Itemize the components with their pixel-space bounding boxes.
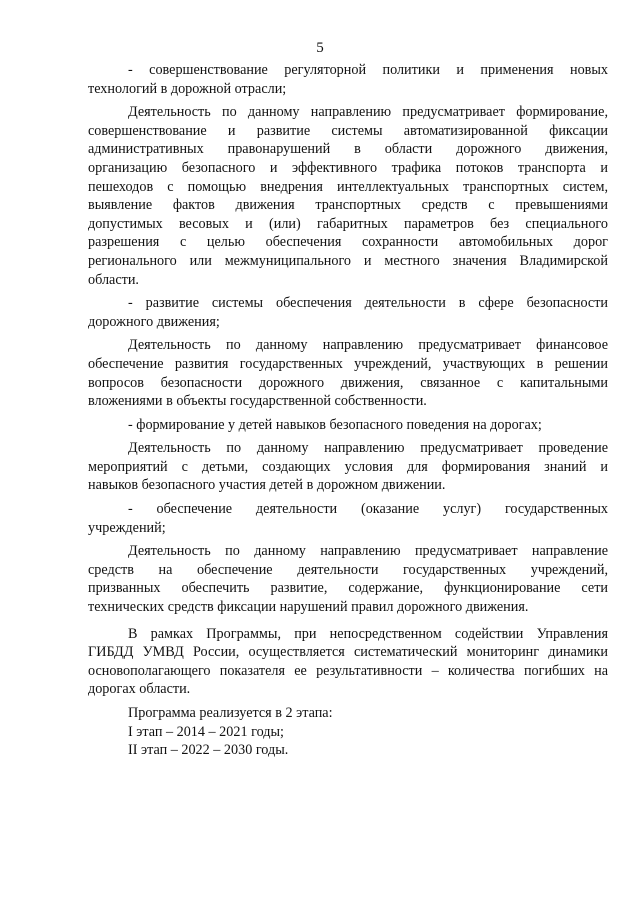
text-line: пешеходов с помощью внедрения интеллектуальных транспортных систем, <box>88 178 608 195</box>
paragraph <box>88 439 608 495</box>
text-line: средств на обеспечение деятельности государственных учреждений, <box>88 561 608 578</box>
text-line: разрешения с целью обеспечения сохранности автомобильных дорог <box>88 234 608 251</box>
paragraph <box>88 416 608 435</box>
text-line: технических средств фиксации нарушений правил дорожного движения. <box>88 599 529 616</box>
text-line: организацию безопасного и эффективного трафика потоков транспорта и <box>88 159 608 176</box>
text-line: административных правонарушений в области дорожного движения, <box>88 141 608 158</box>
text-line: - совершенствование регуляторной политики и применения новых <box>128 62 608 78</box>
text-line: технологий в дорожной отрасли; <box>88 80 287 97</box>
text-line: Деятельность по данному направлению предусматривает формирование, <box>128 104 608 121</box>
text-line: мероприятий с детьми, создающих условия для формирования знаний и <box>88 458 608 475</box>
paragraph <box>88 336 608 410</box>
paragraph <box>88 61 608 98</box>
text-line: дорогах области. <box>88 681 191 698</box>
text-line: Деятельность по данному направлению предусматривает направление <box>128 543 608 560</box>
text-line: учреждений; <box>88 519 166 536</box>
text-line: II этап – 2022 – 2030 годы. <box>128 742 289 759</box>
text-line: регионального или межмуниципального и местного значения Владимирской <box>88 252 608 269</box>
text-line: ГИБДД УМВД России, осуществляется систематический мониторинг динамики <box>88 644 608 661</box>
text-line: навыков безопасного участия детей в дорожном движении. <box>88 477 446 494</box>
text-line: В рамках Программы, при непосредственном содействии Управления <box>128 625 608 642</box>
text-line: призванных обеспечить развитие, содержание, функционирование сети <box>88 580 608 597</box>
text-line: совершенствование и развитие системы автоматизированной фиксации <box>88 122 608 139</box>
paragraph <box>88 103 608 289</box>
text-line: - формирование у детей навыков безопасного поведения на дорогах; <box>128 416 542 433</box>
text-line: основополагающего показателя ее результативности – количества погибших на <box>88 662 608 679</box>
text-line: выявление фактов движения транспортных средств с превышениями <box>88 197 608 214</box>
text-line: I этап – 2014 – 2021 годы; <box>128 723 284 740</box>
text-line: вложениями в объекты государственной собственности. <box>88 393 427 410</box>
document-body <box>88 61 608 765</box>
paragraph <box>88 625 608 699</box>
text-line: - развитие системы обеспечения деятельности в сфере безопасности <box>128 295 608 312</box>
text-line: - обеспечение деятельности (оказание услуг) государственных <box>128 501 608 518</box>
paragraph <box>88 500 608 537</box>
page-number: 5 <box>316 40 324 56</box>
text-line: допустимых весовых и (или) габаритных параметров без специального <box>88 215 608 232</box>
paragraph <box>88 704 608 760</box>
paragraph <box>88 542 608 616</box>
text-line: обеспечение развития государственных учреждений, участвующих в решении <box>88 355 608 372</box>
text-line: Деятельность по данному направлению предусматривает финансовое <box>128 337 608 354</box>
text-line: Программа реализуется в 2 этапа: <box>128 705 333 721</box>
text-line: дорожного движения; <box>88 313 220 330</box>
paragraph <box>88 294 608 331</box>
text-line: области. <box>88 271 139 288</box>
text-line: Деятельность по данному направлению предусматривает проведение <box>128 440 608 457</box>
text-line: вопросов безопасности дорожного движения, связанное с капитальными <box>88 374 608 391</box>
